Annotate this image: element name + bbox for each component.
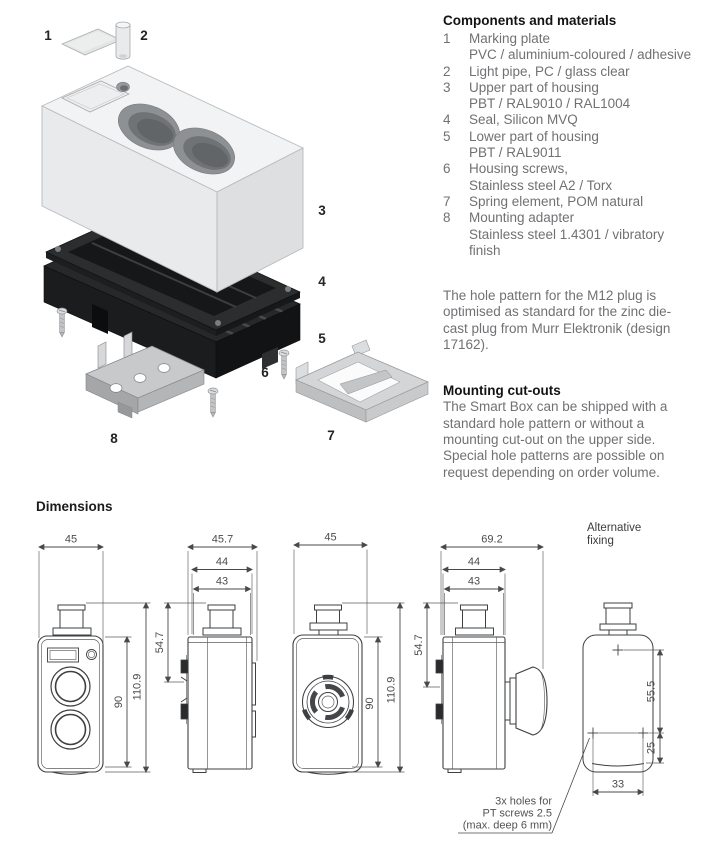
svg-text:110.9: 110.9 bbox=[385, 676, 398, 704]
components-list bbox=[443, 31, 719, 259]
part-label-6: 6 bbox=[261, 365, 269, 380]
leader-line bbox=[552, 738, 590, 833]
mounting-cutouts-heading: Mounting cut-outs bbox=[443, 383, 561, 399]
alternative-fixing-label-2: fixing bbox=[587, 535, 614, 547]
dim-sideright-upper-depth bbox=[443, 556, 505, 635]
dim-sideleft-upper-depth bbox=[192, 556, 252, 634]
svg-text:45: 45 bbox=[64, 533, 78, 546]
svg-text:43: 43 bbox=[467, 575, 481, 588]
svg-text:PT screws 2.5: PT screws 2.5 bbox=[482, 807, 552, 820]
component-number: 7 bbox=[443, 193, 451, 209]
svg-text:33: 33 bbox=[611, 778, 625, 791]
component-number: 4 bbox=[443, 112, 451, 128]
component-item-1: 1 Marking plate PVC / aluminium-coloured / adhesive bbox=[443, 31, 692, 63]
components-panel bbox=[443, 12, 719, 481]
component-item-5: 5 Lower part of housing PBT / RAL9011 bbox=[443, 128, 599, 161]
component-number: 1 bbox=[443, 31, 451, 46]
light-pipe-part bbox=[116, 22, 130, 59]
component-number: 2 bbox=[443, 63, 451, 79]
part-label-8: 8 bbox=[110, 431, 118, 446]
svg-text:90: 90 bbox=[113, 695, 125, 709]
svg-text:45.7: 45.7 bbox=[211, 533, 234, 546]
svg-text:3x holes for: 3x holes for bbox=[495, 795, 552, 808]
component-number: 8 bbox=[443, 210, 451, 226]
part-label-7: 7 bbox=[327, 428, 335, 443]
component-item-2: 2 Light pipe, PC / glass clear bbox=[443, 63, 630, 79]
components-heading: Components and materials bbox=[443, 13, 617, 28]
view-front bbox=[38, 605, 103, 774]
dim-back-width bbox=[294, 532, 367, 635]
hole-pattern-note: The hole pattern for the M12 plug is optimised as standard for the zinc die- cast plug from Murr Elektronik (design 17162). bbox=[443, 288, 672, 353]
mounting-cutouts-text: The Smart Box can be shipped with a standard hole pattern or without a mounting cut-out on the upper side. Special hole patterns are possible on request depending on order volume. bbox=[443, 399, 668, 480]
svg-text:44: 44 bbox=[467, 556, 481, 568]
component-number: 5 bbox=[443, 128, 451, 144]
component-item-4: 4 Seal, Silicon MVQ bbox=[443, 112, 578, 128]
svg-text:90: 90 bbox=[364, 697, 376, 710]
dimension-drawings bbox=[0, 517, 719, 847]
svg-text:(max. deep 6 mm): (max. deep 6 mm) bbox=[462, 819, 552, 832]
component-item-7: 7 Spring element, POM natural bbox=[443, 193, 644, 209]
part-label-2: 2 bbox=[140, 28, 148, 43]
svg-text:54.7: 54.7 bbox=[154, 631, 166, 654]
component-item-6: 6 Housing screws, Stainless steel A2 / Torx bbox=[443, 161, 613, 193]
svg-text:69.2: 69.2 bbox=[481, 533, 503, 546]
dimensions-heading: Dimensions bbox=[36, 499, 113, 514]
svg-text:45: 45 bbox=[324, 531, 337, 544]
exploded-view-diagram bbox=[0, 0, 440, 500]
view-side-right bbox=[436, 605, 547, 773]
spring-element-part bbox=[296, 340, 428, 422]
view-back bbox=[293, 605, 362, 774]
svg-text:44: 44 bbox=[215, 556, 229, 568]
svg-text:55.5: 55.5 bbox=[645, 680, 658, 703]
component-item-8: 8 Mounting adapter Stainless steel 1.4301 / vibratory finish bbox=[443, 210, 665, 258]
svg-text:110.9: 110.9 bbox=[131, 673, 144, 701]
component-item-3: 3 Upper part of housing PBT / RAL9010 / RAL1004 bbox=[443, 79, 631, 112]
marking-plate-part bbox=[62, 29, 121, 55]
alternative-fixing-label: Alternative bbox=[587, 522, 642, 534]
svg-text:54.7: 54.7 bbox=[413, 634, 425, 656]
part-label-4: 4 bbox=[318, 274, 326, 289]
part-label-1: 1 bbox=[44, 28, 52, 43]
part-label-5: 5 bbox=[318, 331, 326, 346]
dim-front-body-height bbox=[105, 637, 132, 767]
svg-text:25: 25 bbox=[645, 741, 658, 755]
component-number: 3 bbox=[443, 79, 451, 95]
svg-text:43: 43 bbox=[215, 575, 229, 588]
component-number: 6 bbox=[443, 161, 451, 177]
part-label-3: 3 bbox=[318, 203, 326, 218]
